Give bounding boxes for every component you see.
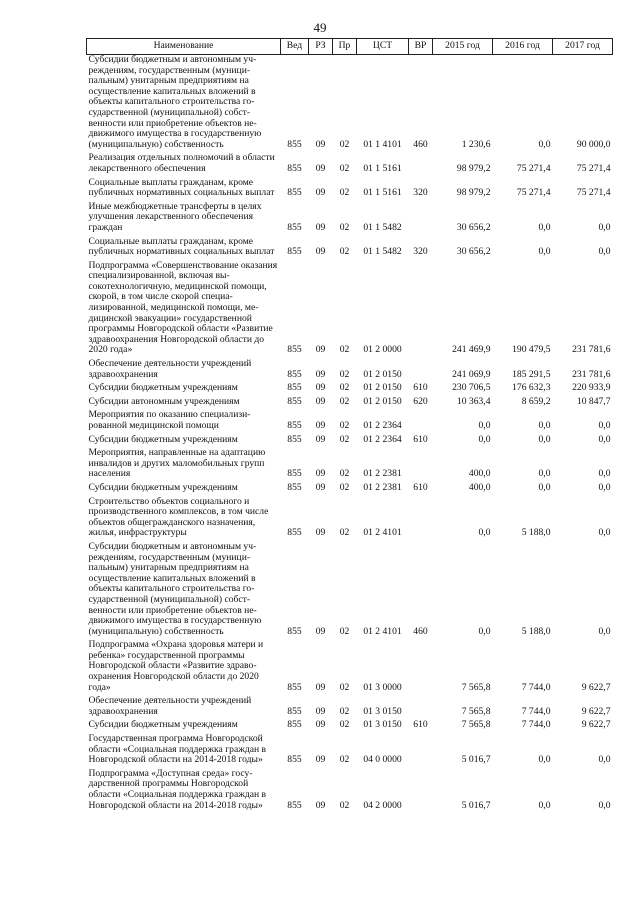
row-cst: 01 3 0150 [363, 705, 402, 717]
row-name: Социальные выплаты гражданам, кроме публичных нормативных социальных выплат [88, 235, 275, 258]
row-pr: 02 [339, 420, 350, 431]
row-name: Субсидии автономным учреждениям [88, 395, 240, 407]
row-2015: 1 230,6 [461, 138, 491, 150]
row-cst: 01 2 0000 [363, 344, 402, 356]
row-rz: 09 [315, 468, 326, 480]
row-2016: 8 659,2 [521, 395, 551, 407]
row-2015: 400,0 [468, 481, 491, 493]
row-ved: 855 [287, 705, 302, 717]
row-2016: 0,0 [538, 468, 551, 480]
table-row [87, 542, 613, 640]
row-vr: 610 [413, 481, 428, 493]
row-cst: 01 1 5161 [363, 162, 402, 174]
row-pr: 02 [339, 368, 350, 380]
row-rz: 09 [315, 382, 326, 394]
row-2015: 0,0 [478, 527, 491, 539]
row-ved: 855 [287, 221, 302, 233]
table-row [87, 237, 613, 261]
row-ved: 855 [287, 138, 302, 150]
row-name: Государственная программа Новгородской области «Социальная поддержка граждан в Новгородской области на 2014-2018 годы» [88, 733, 267, 766]
row-vr [409, 769, 433, 814]
row-vr [409, 640, 433, 696]
table-header [87, 39, 613, 55]
row-pr: 02 [339, 162, 350, 174]
row-rz: 09 [315, 420, 326, 431]
row-2015: 241 469,9 [452, 344, 491, 356]
row-cst: 04 2 0000 [363, 799, 402, 811]
row-pr: 02 [339, 468, 350, 480]
row-cst: 01 2 0150 [363, 395, 402, 407]
row-cst: 01 1 5482 [363, 221, 402, 233]
row-2017: 0,0 [598, 246, 611, 258]
row-ved: 855 [287, 420, 302, 431]
table-row [87, 261, 613, 359]
row-ved: 855 [287, 481, 302, 493]
row-vr: 460 [413, 138, 428, 150]
row-2016: 0,0 [538, 221, 551, 233]
row-2016: 0,0 [538, 433, 551, 445]
row-ved: 855 [287, 368, 302, 380]
table-row [87, 448, 613, 483]
row-vr: 610 [413, 382, 428, 394]
row-2015: 241 069,9 [452, 368, 491, 380]
row-pr: 02 [339, 138, 350, 150]
budget-table [86, 38, 613, 814]
row-ved: 855 [287, 187, 302, 199]
row-2015: 7 565,8 [461, 705, 491, 717]
table-row [87, 359, 613, 383]
row-ved: 855 [287, 754, 302, 766]
row-2016: 5 188,0 [521, 527, 551, 539]
row-ved: 855 [287, 433, 302, 445]
row-cst: 01 2 2381 [363, 468, 402, 480]
row-rz: 09 [315, 527, 326, 539]
row-vr [409, 202, 433, 237]
row-ved: 855 [287, 246, 302, 258]
table-row [87, 720, 613, 734]
row-vr [409, 497, 433, 542]
row-ved: 855 [287, 468, 302, 480]
row-2016: 0,0 [538, 420, 551, 431]
row-rz: 09 [315, 221, 326, 233]
table-row [87, 734, 613, 769]
table-row [87, 640, 613, 696]
row-2015: 30 656,2 [456, 221, 491, 233]
table-body [87, 55, 613, 815]
row-2017: 9 622,7 [581, 681, 611, 693]
header-ved: Вед [281, 39, 309, 55]
row-pr: 02 [339, 625, 350, 637]
row-2017: 90 000,0 [576, 138, 611, 150]
row-ved: 855 [287, 382, 302, 394]
row-ved: 855 [287, 719, 302, 731]
row-2017: 220 933,9 [572, 382, 611, 394]
row-vr [409, 448, 433, 483]
row-2017: 231 781,6 [572, 368, 611, 380]
row-2015: 7 565,8 [461, 681, 491, 693]
row-name: Иные межбюджетные трансферты в целях улучшения лекарственного обеспечения граждан [88, 200, 262, 233]
row-vr: 320 [413, 187, 428, 199]
row-2017: 0,0 [598, 420, 611, 431]
row-cst: 01 2 2364 [363, 420, 402, 431]
header-cst: ЦСТ [357, 39, 409, 55]
header-name: Наименование [87, 39, 281, 55]
row-2015: 400,0 [468, 468, 491, 480]
row-2015: 0,0 [478, 433, 491, 445]
row-name: Субсидии бюджетным учреждениям [88, 433, 238, 445]
row-cst: 04 0 0000 [363, 754, 402, 766]
row-name: Реализация отдельных полномочий в области лекарственного обеспечения [88, 152, 275, 174]
row-2017: 0,0 [598, 433, 611, 445]
row-2017: 231 781,6 [572, 344, 611, 356]
header-rz: РЗ [309, 39, 333, 55]
row-rz: 09 [315, 681, 326, 693]
row-cst: 01 3 0150 [363, 719, 402, 731]
row-vr [409, 410, 433, 434]
row-2017: 0,0 [598, 221, 611, 233]
row-cst: 01 2 4101 [363, 527, 402, 539]
row-2015: 5 016,7 [461, 754, 491, 766]
row-name: Подпрограмма «Совершенствование оказания специализированной, включая высокотехнологичную, медицинской помощи, скорой, в том числе скорой специализированной, медицинской помощи, медицинской эвакуации» государственной программы Новгородской области «Развитие здравоохранения Новгородской области до 2020 года» [88, 259, 278, 356]
row-vr: 610 [413, 719, 428, 731]
row-2017: 75 271,4 [576, 187, 611, 199]
row-name: Субсидии бюджетным учреждениям [88, 719, 238, 731]
row-vr: 610 [413, 433, 428, 445]
row-vr: 460 [413, 625, 428, 637]
row-rz: 09 [315, 368, 326, 380]
row-2016: 7 744,0 [521, 705, 551, 717]
row-name: Подпрограмма «Доступная среда» государственной программы Новгородской области «Социальная поддержка граждан в Новгородской области на 2014-2018 годы» [88, 767, 267, 811]
row-2016: 0,0 [538, 799, 551, 811]
row-2017: 9 622,7 [581, 705, 611, 717]
row-vr [409, 153, 433, 177]
row-pr: 02 [339, 221, 350, 233]
row-ved: 855 [287, 681, 302, 693]
row-2017: 0,0 [598, 527, 611, 539]
table-row [87, 383, 613, 397]
row-rz: 09 [315, 705, 326, 717]
row-2015: 98 979,2 [456, 187, 491, 199]
row-name: Субсидии бюджетным учреждениям [88, 382, 238, 394]
row-pr: 02 [339, 246, 350, 258]
row-2017: 0,0 [598, 754, 611, 766]
table-row [87, 397, 613, 411]
row-ved: 855 [287, 527, 302, 539]
row-vr: 620 [413, 395, 428, 407]
row-rz: 09 [315, 481, 326, 493]
table-row [87, 769, 613, 814]
table-row [87, 435, 613, 449]
row-rz: 09 [315, 625, 326, 637]
row-2016: 0,0 [538, 754, 551, 766]
row-pr: 02 [339, 681, 350, 693]
row-vr [409, 734, 433, 769]
row-2017: 0,0 [598, 468, 611, 480]
row-2017: 0,0 [598, 625, 611, 637]
row-ved: 855 [287, 395, 302, 407]
row-pr: 02 [339, 344, 350, 356]
table-row [87, 483, 613, 497]
row-2016: 0,0 [538, 246, 551, 258]
row-ved: 855 [287, 162, 302, 174]
row-rz: 09 [315, 187, 326, 199]
row-cst: 01 2 0150 [363, 368, 402, 380]
row-2017: 0,0 [598, 799, 611, 811]
row-pr: 02 [339, 395, 350, 407]
row-2016: 75 271,4 [516, 187, 551, 199]
row-2015: 0,0 [478, 420, 491, 431]
row-pr: 02 [339, 799, 350, 811]
row-ved: 855 [287, 344, 302, 356]
row-cst: 01 3 0000 [363, 681, 402, 693]
row-vr [409, 696, 433, 720]
header-pr: Пр [333, 39, 357, 55]
row-name: Строительство объектов социального и производственного комплексов, в том числе объектов общегражданского назначения, жилья, инфраструктуры [88, 495, 269, 539]
row-rz: 09 [315, 433, 326, 445]
row-2016: 185 291,5 [512, 368, 551, 380]
table-row [87, 202, 613, 237]
table-row [87, 153, 613, 177]
row-name: Социальные выплаты гражданам, кроме публичных нормативных социальных выплат [88, 176, 275, 199]
row-rz: 09 [315, 138, 326, 150]
row-2016: 190 479,5 [512, 344, 551, 356]
row-pr: 02 [339, 382, 350, 394]
row-rz: 09 [315, 754, 326, 766]
table-row [87, 410, 613, 434]
row-2017: 75 271,4 [576, 162, 611, 174]
row-2016: 5 188,0 [521, 625, 551, 637]
row-rz: 09 [315, 799, 326, 811]
row-2016: 7 744,0 [521, 681, 551, 693]
row-cst: 01 2 0150 [363, 382, 402, 394]
row-name: Мероприятия по оказанию специализированной медицинской помощи [88, 409, 251, 431]
row-2017: 0,0 [598, 481, 611, 493]
row-ved: 855 [287, 625, 302, 637]
row-cst: 01 2 2364 [363, 433, 402, 445]
row-cst: 01 1 4101 [363, 138, 402, 150]
row-2015: 10 363,4 [456, 395, 491, 407]
row-name: Обеспечение деятельности учреждений здравоохранения [88, 695, 252, 717]
table-row [87, 178, 613, 202]
row-rz: 09 [315, 344, 326, 356]
row-pr: 02 [339, 481, 350, 493]
row-2017: 10 847,7 [576, 395, 611, 407]
row-2015: 5 016,7 [461, 799, 491, 811]
header-2017: 2017 год [553, 39, 613, 55]
row-vr: 320 [413, 246, 428, 258]
row-cst: 01 1 5161 [363, 187, 402, 199]
row-rz: 09 [315, 719, 326, 731]
row-name: Подпрограмма «Охрана здоровья матери и ребенка» государственной программы Новгородской области «Развитие здравоохранения Новгородской области до 2020 года» [88, 639, 264, 693]
row-2016: 0,0 [538, 481, 551, 493]
row-name: Субсидии бюджетным и автономным учреждениям, государственным (муниципальным) унитарным предприятиям на осуществление капитальных вложений в объекты капитального строительства государственной (муниципальной) собственности или приобретение объектов недвижимого имущества в государственную (муниципальную) собственность [88, 54, 262, 150]
row-2015: 30 656,2 [456, 246, 491, 258]
header-vr: ВР [409, 39, 433, 55]
row-2017: 9 622,7 [581, 719, 611, 731]
row-cst: 01 1 5482 [363, 246, 402, 258]
row-rz: 09 [315, 162, 326, 174]
row-name: Мероприятия, направленные на адаптацию инвалидов и других маломобильных групп населения [88, 447, 266, 480]
row-2015: 98 979,2 [456, 162, 491, 174]
table-row [87, 497, 613, 542]
row-pr: 02 [339, 754, 350, 766]
table-row [87, 55, 613, 154]
row-2015: 230 706,5 [452, 382, 491, 394]
page-number: 49 [313, 20, 327, 35]
row-2015: 7 565,8 [461, 719, 491, 731]
row-name: Обеспечение деятельности учреждений здравоохранения [88, 358, 252, 380]
row-rz: 09 [315, 246, 326, 258]
row-cst: 01 2 4101 [363, 625, 402, 637]
row-cst: 01 2 2381 [363, 481, 402, 493]
row-name: Субсидии бюджетным учреждениям [88, 481, 238, 493]
row-name: Субсидии бюджетным и автономным учреждениям, государственным (муниципальным) унитарным предприятиям на осуществление капитальных вложений в объекты капитального строительства государственной (муниципальной) собственности или приобретение объектов недвижимого имущества в государственную (муниципальную) собственность [88, 540, 262, 637]
table-row [87, 696, 613, 720]
row-ved: 855 [287, 799, 302, 811]
row-pr: 02 [339, 527, 350, 539]
row-rz: 09 [315, 395, 326, 407]
row-pr: 02 [339, 719, 350, 731]
row-pr: 02 [339, 433, 350, 445]
row-2016: 0,0 [538, 138, 551, 150]
row-pr: 02 [339, 187, 350, 199]
row-vr [409, 261, 433, 359]
row-2016: 75 271,4 [516, 162, 551, 174]
header-2015: 2015 год [433, 39, 493, 55]
row-2016: 176 632,3 [512, 382, 551, 394]
row-2016: 7 744,0 [521, 719, 551, 731]
header-2016: 2016 год [493, 39, 553, 55]
row-vr [409, 359, 433, 383]
row-pr: 02 [339, 705, 350, 717]
row-2015: 0,0 [478, 625, 491, 637]
